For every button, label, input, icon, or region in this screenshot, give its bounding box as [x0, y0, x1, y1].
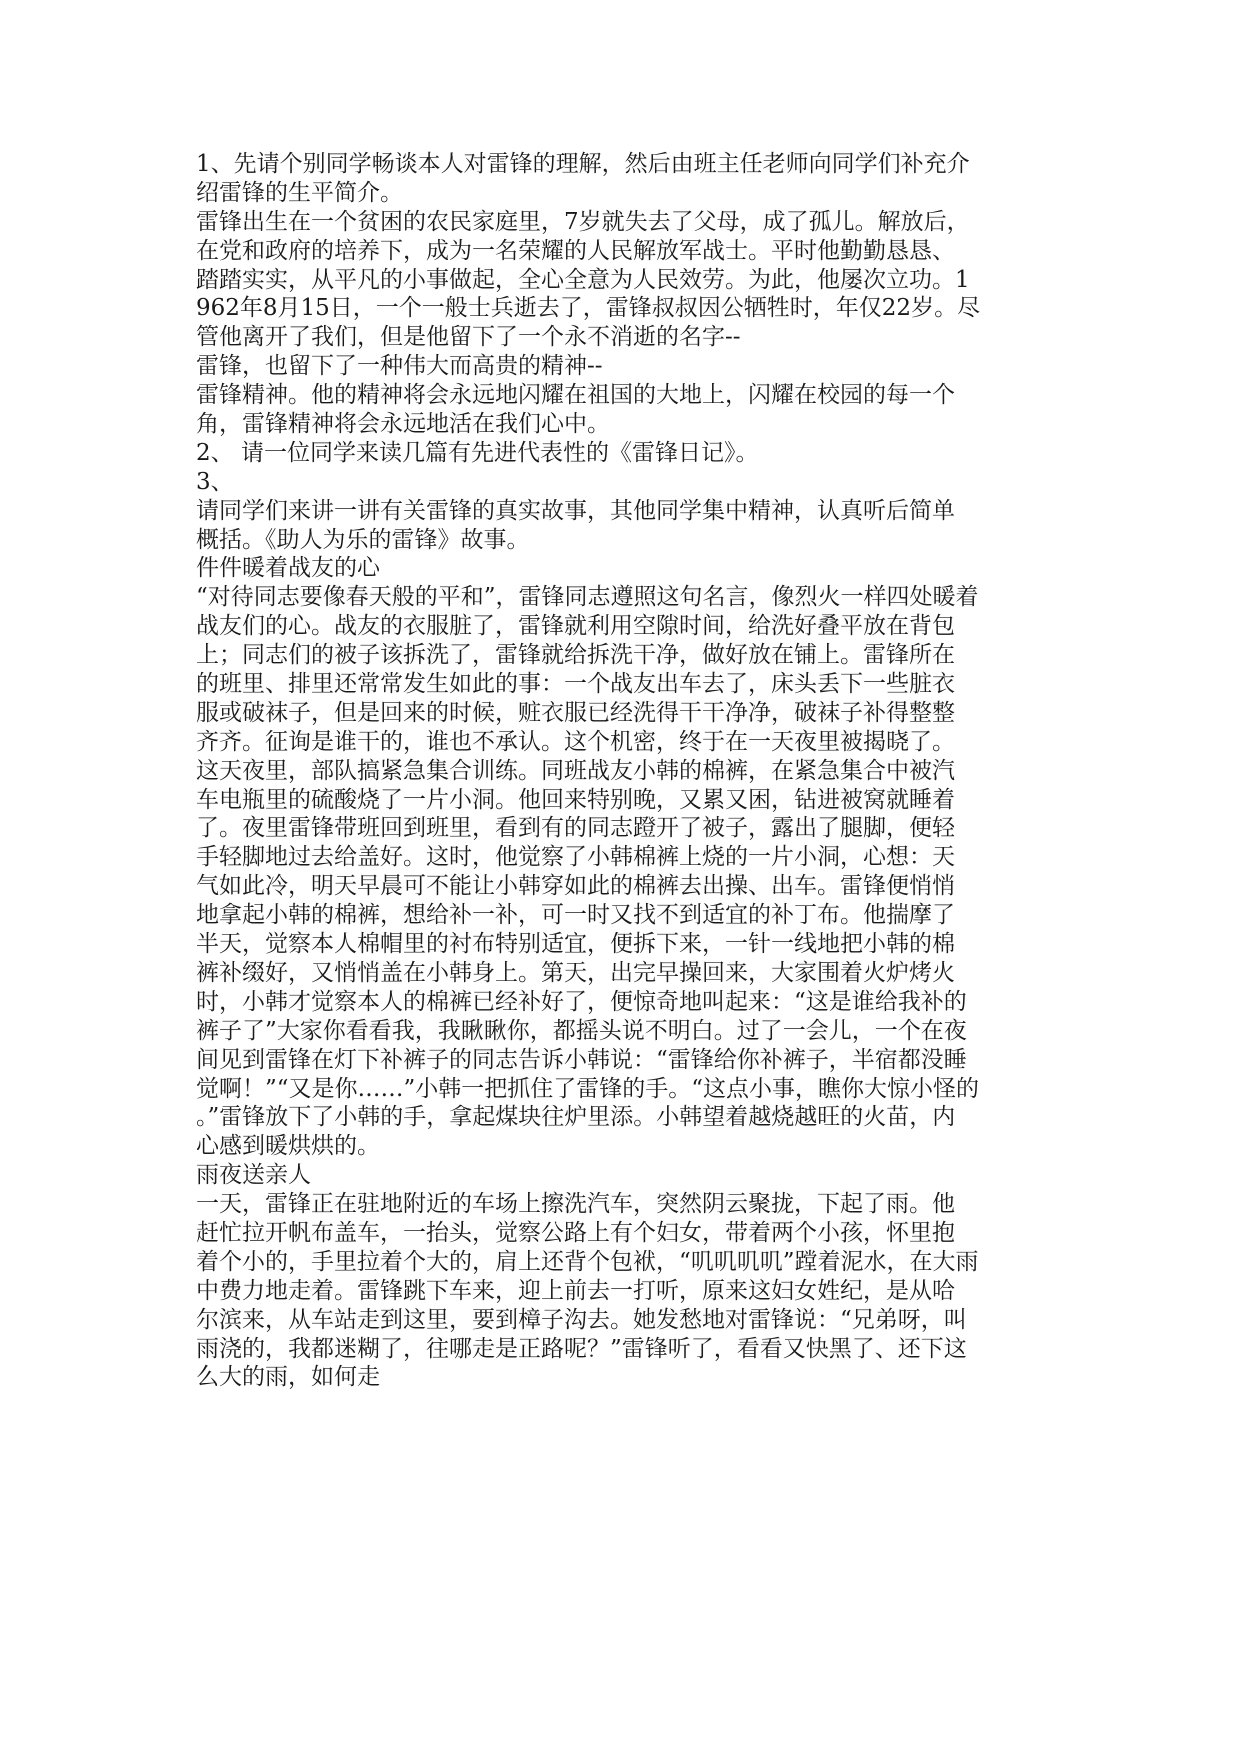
- text-line: 尔滨来，从车站走到这里，要到樟子沟去。她发愁地对雷锋说：“兄弟呀，叫: [196, 1306, 967, 1333]
- text-line: 雷锋，也留下了一种伟大而高贵的精神--: [196, 353, 603, 380]
- text-line: 。”雷锋放下了小韩的手，拿起煤块往炉里添。小韩望着越烧越旺的火苗，内: [196, 1104, 956, 1131]
- text-line: 气如此冷，明天早晨可不能让小韩穿如此的棉裤去出操、出车。雷锋便悄悄: [196, 873, 955, 900]
- text-line: 手轻脚地过去给盖好。这时，他觉察了小韩棉裤上烧的一片小洞，心想：天: [196, 844, 955, 871]
- text-line: 在党和政府的培养下，成为一名荣耀的人民解放军战士。平时他勤勤恳恳、: [196, 237, 955, 264]
- text-line: 裤补缀好，又悄悄盖在小韩身上。第天，出完早操回来，大家围着火炉烤火: [196, 959, 955, 986]
- section-heading: 件件暖着战友的心: [196, 555, 380, 582]
- text-line: 着个小的，手里拉着个大的，肩上还背个包袱，“叽叽叽叽”蹚着泥水，在大雨: [196, 1248, 979, 1275]
- text-line: 觉啊！”“又是你……”小韩一把抓住了雷锋的手。“这点小事，瞧你大惊小怪的: [196, 1075, 980, 1102]
- text-line: 踏踏实实，从平凡的小事做起，全心全意为人民效劳。为此，他屡次立功。1: [196, 266, 970, 293]
- text-line: 雨浇的，我都迷糊了，往哪走是正路呢？”雷锋听了，看看又快黑了、还下这: [196, 1335, 967, 1362]
- text-line: 的班里、排里还常常发生如此的事：一个战友出车去了，床头丢下一些脏衣: [196, 671, 955, 698]
- text-line: 心感到暖烘烘的。: [196, 1133, 380, 1160]
- text-line: 了。夜里雷锋带班回到班里，看到有的同志蹬开了被子，露出了腿脚，便轻: [196, 815, 955, 842]
- text-line: 上；同志们的被子该拆洗了，雷锋就给拆洗干净，做好放在铺上。雷锋所在: [196, 642, 955, 669]
- text-line: 请同学们来讲一讲有关雷锋的真实故事，其他同学集中精神，认真听后简单: [196, 497, 955, 524]
- text-line: 裤子了”大家你看看我，我瞅瞅你，都摇头说不明白。过了一会儿，一个在夜: [196, 1017, 967, 1044]
- text-line: 么大的雨，如何走: [196, 1364, 380, 1391]
- text-line: 3、: [196, 468, 234, 495]
- text-line: 中费力地走着。雷锋跳下车来，迎上前去一打听，原来这妇女姓纪，是从哈: [196, 1277, 955, 1304]
- text-line: 1、先请个别同学畅谈本人对雷锋的理解，然后由班主任老师向同学们补充介: [196, 151, 970, 177]
- text-line: 赶忙拉开帆布盖车，一抬头，觉察公路上有个妇女，带着两个小孩，怀里抱: [196, 1219, 955, 1246]
- text-line: 齐齐。征询是谁干的，谁也不承认。这个机密，终于在一天夜里被揭晓了。: [196, 728, 955, 755]
- text-line: 一天，雷锋正在驻地附近的车场上擦洗汽车，突然阴云聚拢，下起了雨。他: [196, 1191, 955, 1218]
- text-line: 间见到雷锋在灯下补裤子的同志告诉小韩说：“雷锋给你补裤子，半宿都没睡: [196, 1046, 967, 1073]
- section-heading: 雨夜送亲人: [196, 1162, 311, 1189]
- text-line: “对待同志要像春天般的平和”，雷锋同志遵照这句名言，像烈火一样四处暖着: [196, 584, 979, 611]
- text-line: 绍雷锋的生平简介。: [196, 179, 403, 206]
- document-body: [196, 150, 1046, 1392]
- text-line: 战友们的心。战友的衣服脏了，雷锋就利用空隙时间，给洗好叠平放在背包: [196, 613, 955, 640]
- text-line: 雷锋出生在一个贫困的农民家庭里，7岁就失去了父母，成了孤儿。解放后，: [196, 208, 970, 235]
- text-line: 车电瓶里的硫酸烧了一片小洞。他回来特别晚，又累又困，钻进被窝就睡着: [196, 786, 955, 813]
- text-line: 雷锋精神。他的精神将会永远地闪耀在祖国的大地上，闪耀在校园的每一个: [196, 382, 955, 409]
- text-line: 时，小韩才觉察本人的棉裤已经补好了，便惊奇地叫起来：“这是谁给我补的: [196, 988, 967, 1015]
- text-line: 服或破袜子，但是回来的时候，赃衣服已经洗得干干净净，破袜子补得整整: [196, 699, 955, 726]
- text-line: 概括。《助人为乐的雷锋》故事。: [196, 526, 530, 553]
- text-line: 角，雷锋精神将会永远地活在我们心中。: [196, 411, 610, 438]
- text-line: 962年8月15日，一个一般士兵逝去了，雷锋叔叔因公牺牲时，年仅22岁。尽: [196, 295, 981, 322]
- text-line: 这天夜里，部队搞紧急集合训练。同班战友小韩的棉裤，在紧急集合中被汽: [196, 757, 955, 784]
- text-line: 半天，觉察本人棉帽里的衬布特别适宜，便拆下来，一针一线地把小韩的棉: [196, 931, 955, 958]
- text-line: 2、 请一位同学来读几篇有先进代表性的《雷锋日记》。: [196, 439, 759, 466]
- text-line: 地拿起小韩的棉裤，想给补一补，可一时又找不到适宜的补丁布。他揣摩了: [196, 902, 955, 929]
- text-line: 管他离开了我们，但是他留下了一个永不消逝的名字--: [196, 324, 741, 351]
